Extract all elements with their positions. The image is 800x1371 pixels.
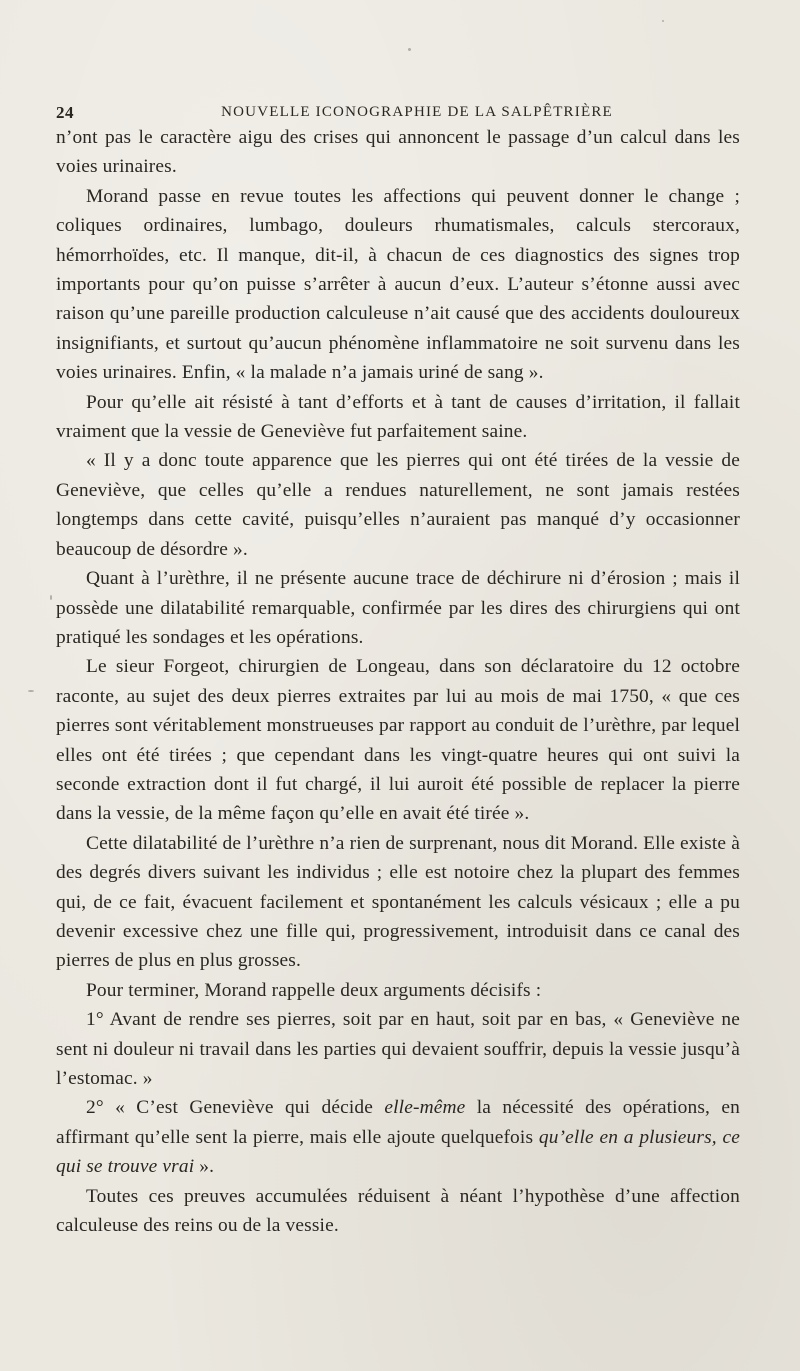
paragraph: Cette dilatabilité de l’urèthre n’a rien de surprenant, nous dit Morand. Elle existe à des degrés divers suivant les individus ; elle est notoire chez la plupart des femmes qui, de ce fait, évacuent facilement et spontanément les calculs vésicaux ; elle a pu devenir excessive chez une fille qui, progressivement, introduisit dans ce canal des pierres de plus en plus grosses. <box>56 832 740 972</box>
running-title: NOUVELLE ICONOGRAPHIE DE LA SALPÊTRIÈRE <box>221 104 613 120</box>
body-text <box>56 123 740 1240</box>
paragraph: Toutes ces preuves accumulées réduisent à néant l’hypothèse d’une affection calculeuse des reins ou de la vessie. <box>56 1185 740 1237</box>
page-number: 24 <box>56 103 74 122</box>
paragraph-with-italics <box>56 1093 740 1181</box>
paragraph: Quant à l’urèthre, il ne présente aucune trace de déchirure ni d’érosion ; mais il possède une dilatabilité remarquable, confirmée par les dires des chirurgiens qui ont pratiqué les sondages et les opérations. <box>56 568 740 648</box>
paragraph: Le sieur Forgeot, chirurgien de Longeau, dans son déclaratoire du 12 octobre raconte, au sujet des deux pierres extraites par lui au mois de mai 1750, « que ces pierres sont véritablement monstrueuses par rapport au conduit de l’urèthre, par lequel elles ont été tirées ; que cependant dans les vingt-quatre heures qui ont suivi la seconde extraction dont il fut chargé, il lui auroit été possible de replacer la pierre dans la vessie, de la même façon qu’elle en avait été tirée ». <box>56 656 740 825</box>
italic-run: qu’elle en a plusieurs, ce qui se trouve vrai <box>56 1126 740 1178</box>
text-run: la nécessité des opérations, en affirmant qu’elle sent la pierre, mais elle ajoute quelquefois <box>56 1097 740 1148</box>
scan-speck <box>50 595 52 600</box>
scan-speck <box>408 48 411 51</box>
paragraph: Morand passe en revue toutes les affections qui peuvent donner le change ; coliques ordinaires, lumbago, douleurs rhumatismales, calculs stercoraux, hémorrhoïdes, etc. Il manque, dit-il, à chacun de ces diagnostics des signes trop importants pour qu’on puisse s’arrêter à aucun d’eux. L’auteur s’étonne aussi avec raison qu’une pareille production calculeuse n’ait causé que des accidents douloureux insignifiants, et surtout qu’aucun phénomène inflammatoire ne soit survenu dans les voies urinaires. Enfin, « la malade n’a jamais uriné de sang ». <box>56 185 740 384</box>
scan-speck <box>662 20 664 22</box>
text-run: ». <box>194 1156 215 1178</box>
italic-run: elle-même <box>384 1097 466 1119</box>
scan-speck <box>28 690 34 692</box>
paragraph: 1° Avant de rendre ses pierres, soit par en haut, soit par en bas, « Geneviève ne sent ni douleur ni travail dans les parties qui devaient souffrir, depuis la vessie jusqu’à l’estomac. » <box>56 1009 740 1089</box>
paragraph: « Il y a donc toute apparence que les pierres qui ont été tirées de la vessie de Geneviève, que celles qu’elle a rendues naturellement, ne sont jamais restées longtemps dans cette cavité, puisqu’elles n’auraient pas manqué d’y occasionner beaucoup de désordre ». <box>56 450 740 560</box>
paragraph: Pour terminer, Morand rappelle deux arguments décisifs : <box>86 979 542 1001</box>
paragraph: n’ont pas le caractère aigu des crises qui annoncent le passage d’un calcul dans les voies urinaires. <box>56 127 740 178</box>
paragraph: Pour qu’elle ait résisté à tant d’efforts et à tant de causes d’irritation, il fallait vraiment que la vessie de Geneviève fut parfaitement saine. <box>56 391 740 443</box>
text-run: 2° « C’est Geneviève qui décide <box>86 1097 385 1119</box>
